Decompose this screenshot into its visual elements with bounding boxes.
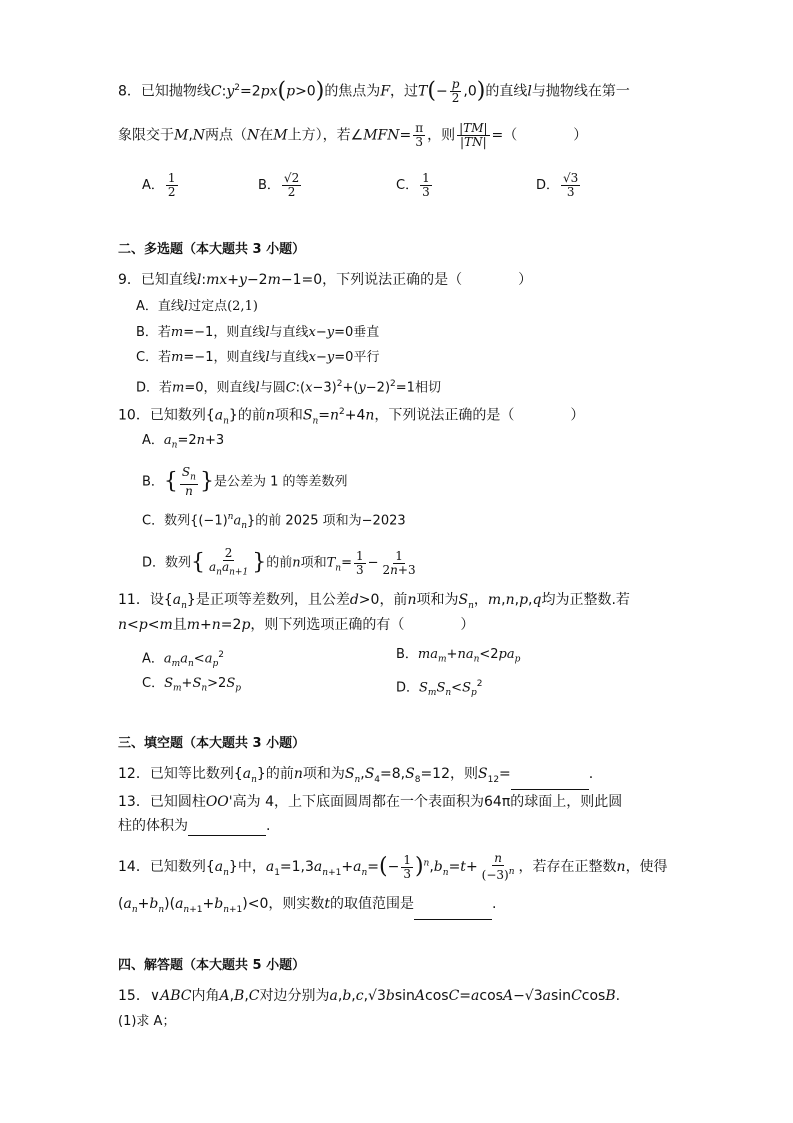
q8-option-d[interactable]: D． $\frac{√3}{3}$: [536, 171, 579, 199]
q14-answer-blank[interactable]: [414, 905, 492, 920]
q14-line1: 14．已知数列$\{a_n\}$中，$a_1=1,3a_{n+1}+a_n=(-$ $\frac{1}{3}$ )$^n,b_n=t+$ $\frac{n}{(-3)^n}$ ，若存在正整数n，使得: [118, 851, 668, 882]
q8-line1: 8．已知抛物线$C:y^2=2px(p>0)$的焦点为F，过T(− $\frac{p}{2}$ ,0)的直线l与抛物线在第一: [118, 77, 630, 106]
q8-option-a[interactable]: A． $\frac{1}{2}$: [142, 171, 176, 199]
q13-answer-blank[interactable]: [188, 821, 266, 836]
q9-option-c[interactable]: C．若m=−1，则直线l与直线x−y=0平行: [136, 350, 380, 365]
q11-option-a[interactable]: A．$a_ma_n<a_p^2$: [142, 650, 224, 669]
q11-stem-line2: n<p<m且m+n=2p，则下列选项正确的有（ ）: [118, 617, 475, 633]
q11-option-c[interactable]: C．$S_m+S_n>2S_p$: [142, 676, 241, 694]
q10-stem: 10．已知数列$\{a_n\}$的前n项和$S_n=n^2+4n$，下列说法正确的是（ ）: [118, 407, 585, 427]
q13-line2: 柱的体积为 .: [118, 818, 271, 834]
q9-option-d[interactable]: D．若m=0，则直线l与圆$C:(x-3)^2+(y-2)^2=1$相切: [136, 379, 441, 396]
q12-answer-blank[interactable]: [511, 775, 589, 790]
q9-stem: 9．已知直线l:mx+y−2m−1=0，下列说法正确的是（ ）: [118, 272, 533, 288]
q11-stem-line1: 11．设$\{a_n\}$是正项等差数列，且公差d>0，前n项和为$S_n$，m,n,p,q均为正整数.若: [118, 592, 630, 611]
q8-option-b[interactable]: B． $\frac{√2}{2}$: [258, 171, 300, 199]
q11-option-b[interactable]: B．$ma_m+na_n<2pa_p$: [396, 647, 521, 665]
section-heading-fill-in: 三、填空题（本大题共 3 小题）: [118, 736, 306, 751]
q8-option-c[interactable]: C． $\frac{1}{3}$: [396, 171, 430, 199]
q11-option-d[interactable]: D．$S_mS_n<S_p^2$: [396, 679, 483, 698]
q9-option-a[interactable]: A．直线l过定点(2,1): [136, 299, 258, 314]
section-heading-multiple-choice: 二、多选题（本大题共 3 小题）: [118, 242, 306, 257]
q15-stem: 15．∨ABC内角A,B,C对边分别为a,b,c,√3bsinAcosC=acosA−√3asinCcosB.: [118, 988, 621, 1004]
section-heading-problems: 四、解答题（本大题共 5 小题）: [118, 958, 306, 973]
q9-option-b[interactable]: B．若m=−1，则直线l与直线x−y=0垂直: [136, 325, 380, 340]
q14-line2: $(a_n+b_n)(a_{n+1}+b_{n+1})<0$，则实数t的取值范围是 .: [118, 894, 496, 920]
q10-option-c[interactable]: C．数列$\{(-1)^na_n\}$的前 2025 项和为−2023: [142, 512, 406, 531]
q15-part1: (1)求 A；: [118, 1014, 176, 1029]
q12: 12．已知等比数列$\{a_n\}$的前n项和为$S_n,S_4=8,S_8=12$，则$S_{12}=$ .: [118, 764, 593, 790]
q13-line1: 13．已知圆柱OO'高为 4，上下底面圆周都在一个表面积为64π的球面上，则此圆: [118, 794, 623, 810]
q8-line2: 象限交于M,N两点（N在M上方），若∠MFN= $\frac{\pi}{3}$ ，则 $\frac{|TM|}{|TN|}$ =（ ）: [118, 121, 588, 149]
q10-option-b[interactable]: B．{ $\frac{S_n}{n}$ }是公差为 1 的等差数列: [142, 465, 348, 499]
q10-option-d[interactable]: D．数列{ $\frac{2}{a_na_{n+1}}$ }的前n项和$T_n=$ $\frac{1}{3}$ − $\frac{1}{2n+3}$: [142, 546, 416, 578]
q10-option-a[interactable]: A．$a_n=2n+3$: [142, 433, 225, 451]
